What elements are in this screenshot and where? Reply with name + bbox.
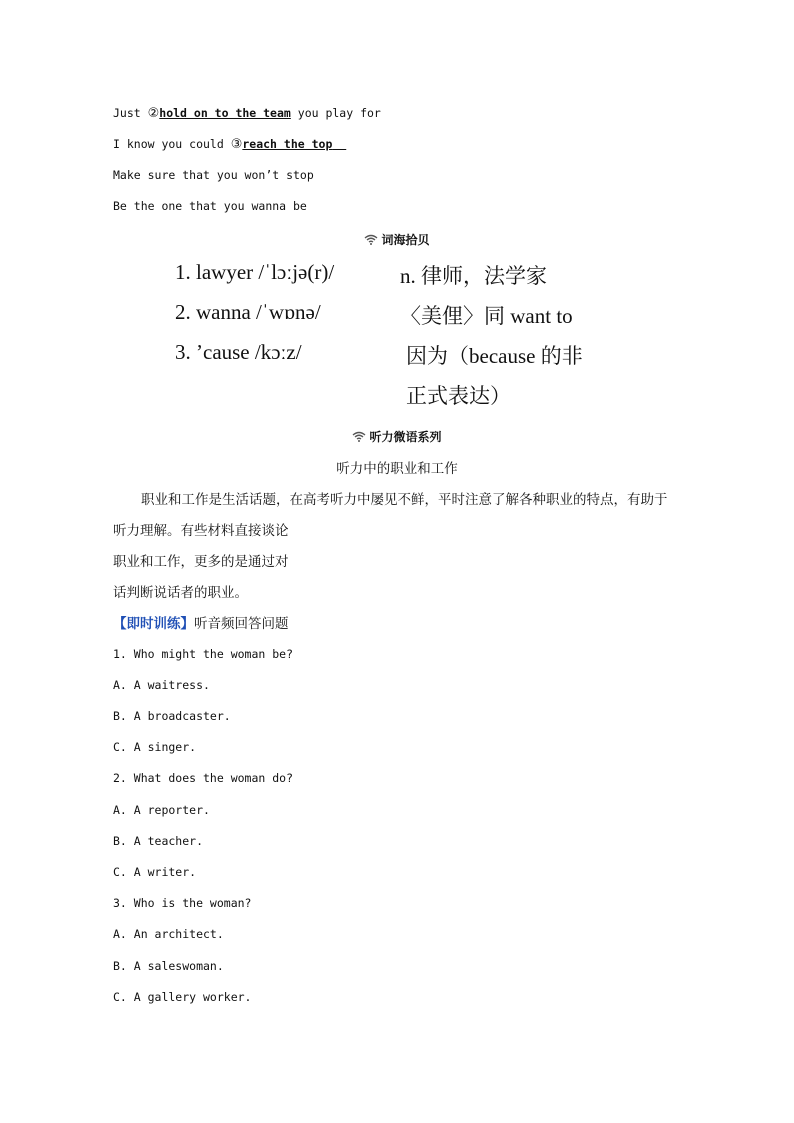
lyric-line-4: Be the one that you wanna be: [113, 199, 307, 213]
option: A. A reporter.: [113, 803, 210, 817]
option: A. An architect.: [113, 927, 224, 941]
vocab-word-3: 3. ’cause /kɔːz/: [175, 340, 302, 364]
listening-subtitle: 听力中的职业和工作: [336, 461, 458, 477]
lyric-line-2: [113, 137, 346, 152]
question-1: 1. Who might the woman be?: [113, 647, 294, 661]
listening-heading: [0, 428, 794, 445]
practice-heading: [113, 612, 289, 632]
practice-text: 听音频回答问题: [194, 616, 289, 632]
option: C. A gallery worker.: [113, 990, 252, 1004]
practice-label: 【即时训练】: [113, 616, 194, 632]
option: C. A singer.: [113, 740, 197, 754]
wifi-icon: [364, 234, 378, 248]
vocab-word-1: 1. lawyer /ˈlɔːjə(r)/: [175, 260, 335, 284]
lyric-text: I know you could: [113, 137, 231, 151]
para-line: 职业和工作，更多的是通过对: [113, 554, 289, 570]
vocab-meaning-3b: 正式表达）: [406, 384, 511, 408]
vocab-meaning-3a: 因为（because 的非: [406, 344, 583, 368]
option: B. A teacher.: [113, 834, 204, 848]
option: B. A saleswoman.: [113, 959, 224, 973]
para-line: 话判断说话者的职业。: [113, 585, 248, 601]
question-2: 2. What does the woman do?: [113, 771, 294, 785]
question-3: 3. Who is the woman?: [113, 896, 252, 910]
wifi-icon: [352, 431, 366, 445]
answer-blank: reach the top: [242, 137, 333, 151]
option: B. A broadcaster.: [113, 709, 231, 723]
section-title: 词海拾贝: [381, 233, 430, 247]
lyric-text: Just: [113, 106, 148, 120]
vocab-word-2: 2. wanna /ˈwɒnə/: [175, 300, 321, 324]
blank-number: ③: [230, 137, 243, 152]
answer-blank: hold on to the team: [159, 106, 291, 120]
blank-number: ②: [147, 106, 160, 121]
section-title: 听力微语系列: [369, 430, 442, 444]
option: C. A writer.: [113, 865, 197, 879]
option: A. A waitress.: [113, 678, 210, 692]
vocab-meaning-2: 〈美俚〉同 want to: [400, 304, 573, 328]
para-line: 职业和工作是生活话题，在高考听力中屡见不鲜，平时注意了解各种职业的特点，有助于: [141, 492, 668, 508]
vocab-meaning-1: n. 律师，法学家: [400, 264, 547, 288]
lyric-line-1: [113, 106, 381, 121]
vocab-heading: [0, 231, 794, 248]
lyric-line-3: Make sure that you won’t stop: [113, 168, 314, 182]
para-line: 听力理解。有些材料直接谈论: [113, 523, 289, 539]
lyric-text: you play for: [290, 106, 381, 120]
